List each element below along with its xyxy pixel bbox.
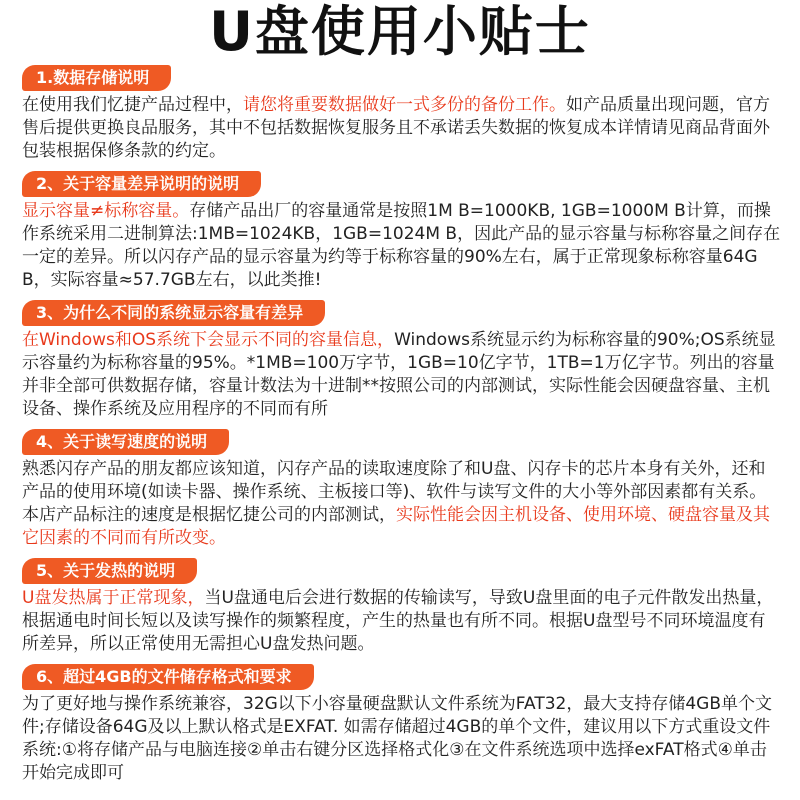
section-body bbox=[22, 458, 782, 550]
body-rest: Windows系统显示约为标称容量的90%;OS系统显示容量约为标称容量的95%。*1MB=100万字节，1GB=10亿字节，1TB=1万亿字节。列出的容量并非全部可供数据存储，容量计数法为十进制**按照公司的内部测试，实际性能会因硬盘容量、主机设备、操作系统及应用程序的不同而有所 bbox=[22, 330, 776, 419]
section-capacity-difference bbox=[22, 171, 782, 292]
section-read-write-speed bbox=[22, 429, 782, 550]
section-heading: 3、为什么不同的系统显示容量有差异 bbox=[22, 300, 325, 326]
section-heading: 2、关于容量差异说明的说明 bbox=[22, 171, 261, 197]
section-body bbox=[22, 329, 782, 421]
body-lead: 熟悉闪存产品的朋友都应该知道，闪存产品的读取速度除了和U盘、闪存卡的芯片本身有关外，还和产品的使用环境(如读卡器、操作系统、主板接口等)、软件与读写文件的大小等外部因素都有关系。本店产品标注的速度是根据忆捷公司的内部测试， bbox=[22, 459, 767, 525]
body-highlight: 在Windows和OS系统下会显示不同的容量信息， bbox=[22, 330, 395, 350]
section-body bbox=[22, 200, 782, 292]
section-data-storage bbox=[22, 65, 782, 163]
body-rest: 如产品质量出现问题，官方售后提供更换良品服务，其中不包括数据恢复服务且不承诺丢失数据的恢复成本详情请见商品背面外包装根据保修条款的约定。 bbox=[22, 95, 770, 161]
section-file-format bbox=[22, 664, 782, 785]
body-lead: 在使用我们忆捷产品过程中， bbox=[22, 95, 243, 115]
body-rest: 当U盘通电后会进行数据的传输读写，导致U盘里面的电子元件散发出热量，根据通电时间长短以及读写操作的频繁程度，产生的热量也有所不同。根据U盘型号不同环境温度有所差异，所以正常使用无需担心U盘发热问题。 bbox=[22, 588, 774, 654]
section-body bbox=[22, 587, 782, 656]
section-heading: 5、关于发热的说明 bbox=[22, 558, 197, 584]
body-highlight: U盘发热属于正常现象， bbox=[22, 588, 205, 608]
section-system-capacity bbox=[22, 300, 782, 421]
page-title: U盘使用小贴士 bbox=[209, 0, 591, 63]
section-heading: 4、关于读写速度的说明 bbox=[22, 429, 229, 455]
body-rest: 存储产品出厂的容量通常是按照1M B=1000KB, 1GB=1000M B计算，而操作系统采用二进制算法:1MB=1024KB，1GB=1024M B，因此产品的显示容量与标称容量之间存在一定的差异。所以闪存产品的显示容量为约等于标称容量的90%左右，属于正常现象标称容量64GB，实际容量≈57.7GB左右，以此类推! bbox=[22, 201, 781, 290]
body-highlight: 显示容量≠标称容量。 bbox=[22, 201, 190, 221]
body-highlight: 实际性能会因主机设备、使用环境、硬盘容量及其它因素的不同而有所改变。 bbox=[22, 505, 770, 548]
section-heading: 6、超过4GB的文件储存格式和要求 bbox=[22, 664, 314, 690]
body-highlight: 请您将重要数据做好一式多份的备份工作。 bbox=[243, 95, 566, 115]
section-heat bbox=[22, 558, 782, 656]
section-heading: 1.数据存储说明 bbox=[22, 65, 171, 91]
body-lead: 为了更好地与操作系统兼容，32G以下小容量硬盘默认文件系统为FAT32，最大支持存储4GB单个文件;存储设备64G及以上默认格式是EXFAT. 如需存储超过4GB的单个文件，建议用以下方式重设文件系统:①将存储产品与电脑连接②单击右键分区选择格式化③在文件系统选项中选择exFAT格式④单击开始完成即可 bbox=[22, 694, 772, 783]
section-body bbox=[22, 94, 782, 163]
section-body bbox=[22, 693, 782, 785]
